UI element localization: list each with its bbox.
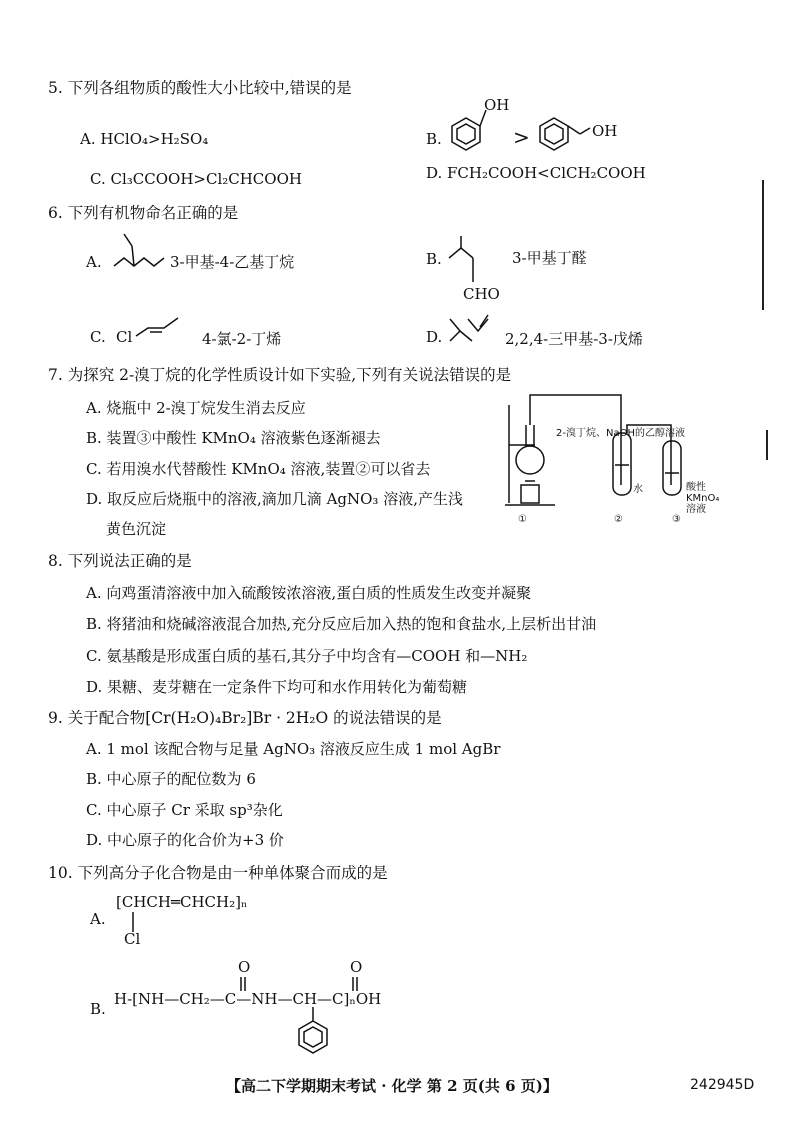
q8-option-b: B. 将猪油和烧碱溶液混合加热,充分反应后加入热的饱和食盐水,上层析出甘油 xyxy=(86,615,597,633)
q7-figure-num-2: ② xyxy=(614,514,623,525)
q6-option-b-label: B. xyxy=(426,250,442,268)
q6-option-c-skeleton xyxy=(134,312,184,342)
q9-option-a: A. 1 mol 该配合物与足量 AgNO₃ 溶液反应生成 1 mol AgBr xyxy=(86,740,501,758)
q6-stem: 6. 下列有机物命名正确的是 xyxy=(48,204,239,222)
q6-option-b-cho: CHO xyxy=(463,285,500,303)
q6-option-b-skeleton xyxy=(445,236,485,286)
q8-option-d: D. 果糖、麦芽糖在一定条件下均可和水作用转化为葡萄糖 xyxy=(86,678,468,696)
q6-option-d-label: D. xyxy=(426,328,443,346)
q6-option-c-name: 4-氯-2-丁烯 xyxy=(202,330,282,348)
q5-option-a: A. HClO₄>H₂SO₄ xyxy=(80,130,209,148)
q8-stem: 8. 下列说法正确的是 xyxy=(48,552,192,570)
q10-option-a-formula: [CHCH═CHCH₂]ₙ xyxy=(116,893,248,911)
footer-code: 242945D xyxy=(690,1077,755,1093)
q10-option-b-o1: O xyxy=(238,958,251,976)
q6-option-a-label: A. xyxy=(86,253,102,271)
q6-option-a-name: 3-甲基-4-乙基丁烷 xyxy=(170,253,295,271)
q9-option-c: C. 中心原子 Cr 采取 sp³杂化 xyxy=(86,801,283,819)
q7-figure-label-water: 水 xyxy=(633,484,643,495)
q7-figure-num-3: ③ xyxy=(672,514,681,525)
q10-option-a-cl: Cl xyxy=(124,930,141,948)
q5-b-gt: > xyxy=(513,125,530,149)
scan-margin-mark-2 xyxy=(766,430,768,460)
q9-option-b: B. 中心原子的配位数为 6 xyxy=(86,770,256,788)
q7-figure-label-kmno4: 酸性 KMnO₄ 溶液 xyxy=(686,482,720,515)
footer-title: 【高二下学期期末考试 · 化学 第 2 页(共 6 页)】 xyxy=(226,1077,558,1095)
q9-option-d: D. 中心原子的化合价为+3 价 xyxy=(86,831,284,849)
q5-b-oh2: OH xyxy=(592,122,618,140)
q6-option-d-name: 2,2,4-三甲基-3-戊烯 xyxy=(505,330,643,348)
q9-stem: 9. 关于配合物[Cr(H₂O)₄Br₂]Br · 2H₂O 的说法错误的是 xyxy=(48,709,442,727)
q5-option-d: D. FCH₂COOH<ClCH₂COOH xyxy=(426,164,646,182)
q7-option-a: A. 烧瓶中 2-溴丁烷发生消去反应 xyxy=(86,399,306,417)
q6-option-a-skeleton xyxy=(110,228,170,273)
q7-option-b: B. 装置③中酸性 KMnO₄ 溶液紫色逐渐褪去 xyxy=(86,429,381,447)
scan-margin-mark xyxy=(762,180,764,310)
q10-stem: 10. 下列高分子化合物是由一种单体聚合而成的是 xyxy=(48,864,388,882)
q6-option-b-name: 3-甲基丁醛 xyxy=(512,249,587,267)
q8-option-c: C. 氨基酸是形成蛋白质的基石,其分子中均含有—COOH 和—NH₂ xyxy=(86,647,528,665)
q10-option-b-formula: H-[NH—CH₂—C—NH—CH—C]ₙOH xyxy=(114,990,382,1008)
q10-option-b-bonds-and-ring xyxy=(236,975,376,1065)
q5-b-oh1: OH xyxy=(484,96,510,114)
q5-stem: 5. 下列各组物质的酸性大小比较中,错误的是 xyxy=(48,79,352,97)
q5-option-b-label: B. xyxy=(426,130,442,148)
q7-figure-label-flask: 2-溴丁烷、NaOH的乙醇溶液 xyxy=(556,428,685,439)
q10-option-a-label: A. xyxy=(90,910,106,928)
q7-option-c: C. 若用溴水代替酸性 KMnO₄ 溶液,装置②可以省去 xyxy=(86,460,431,478)
q6-option-d-skeleton xyxy=(446,315,491,345)
q7-option-d-line1: D. 取反应后烧瓶中的溶液,滴加几滴 AgNO₃ 溶液,产生浅 xyxy=(86,490,463,508)
q5-option-c: C. Cl₃CCOOH>Cl₂CHCOOH xyxy=(90,170,302,188)
q10-option-b-o2: O xyxy=(350,958,363,976)
q6-option-c-cl: Cl xyxy=(116,328,133,346)
q7-stem: 7. 为探究 2-溴丁烷的化学性质设计如下实验,下列有关说法错误的是 xyxy=(48,366,512,384)
q8-option-a: A. 向鸡蛋清溶液中加入硫酸铵浓溶液,蛋白质的性质发生改变并凝聚 xyxy=(86,584,532,602)
q7-option-d-line2: 黄色沉淀 xyxy=(106,520,167,538)
q10-option-b-label: B. xyxy=(90,1000,106,1018)
q6-option-c-label: C. xyxy=(90,328,106,346)
q7-figure-num-1: ① xyxy=(518,514,527,525)
